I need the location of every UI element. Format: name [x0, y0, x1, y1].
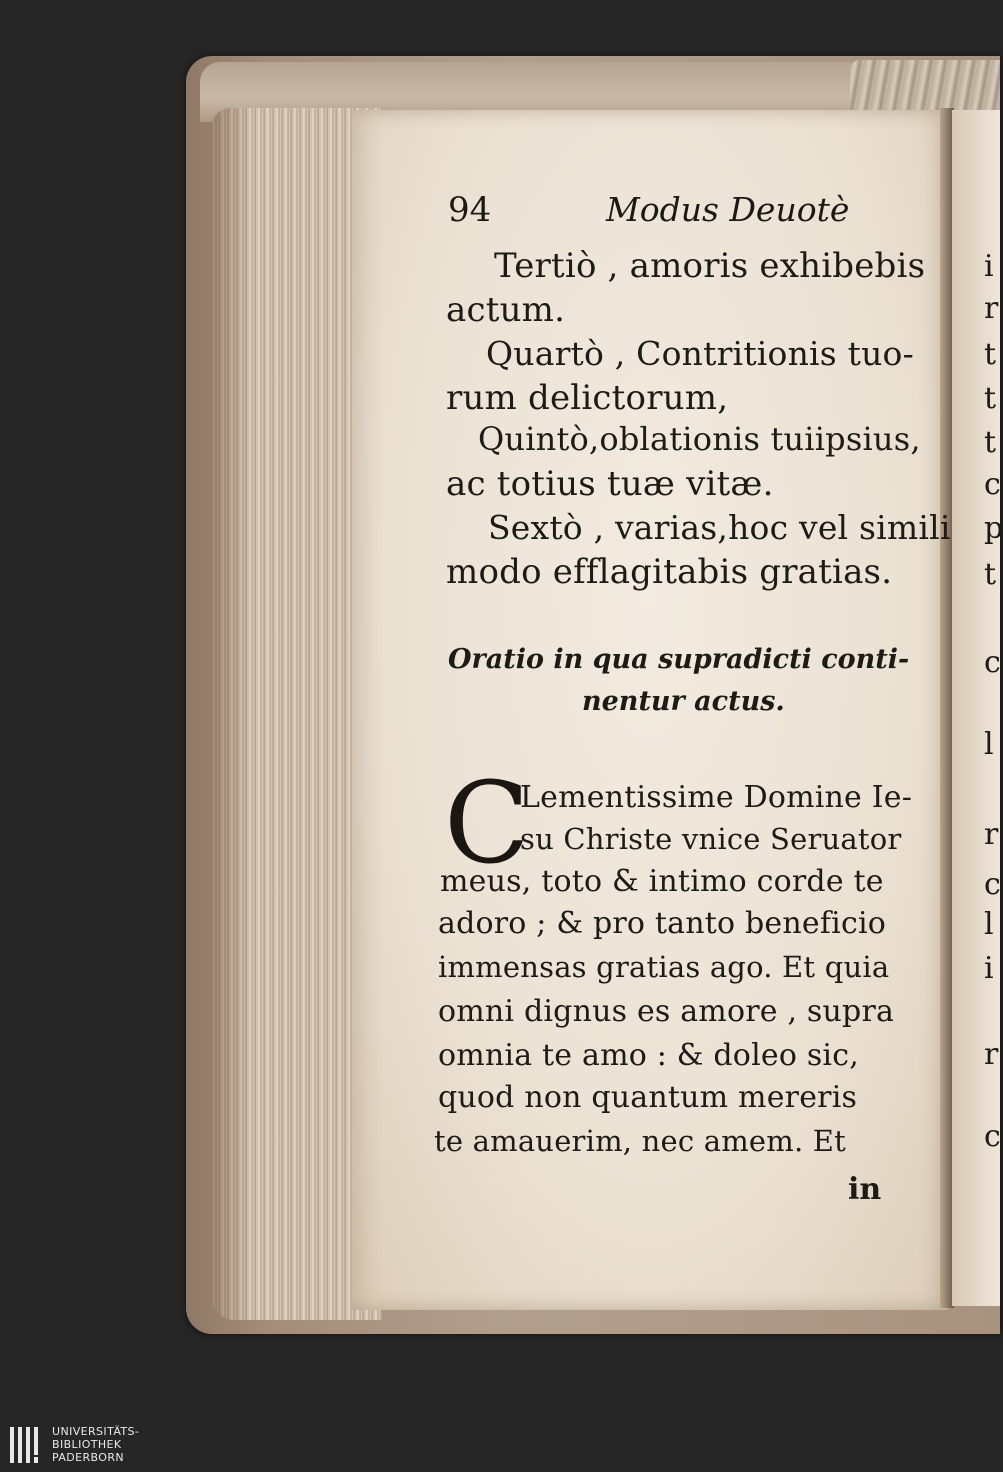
logo-text-line: UNIVERSITÄTS-: [52, 1425, 140, 1438]
facing-page-letter: t: [984, 557, 997, 592]
drop-cap: C: [444, 759, 530, 889]
running-head: [448, 190, 850, 234]
facing-page-letter: c: [984, 467, 1001, 502]
text-line: omni dignus es amore , supra: [438, 994, 895, 1029]
text-line: te amauerim, nec amem. Et: [434, 1124, 847, 1158]
library-logo-icon: [8, 1425, 44, 1465]
text-line: Tertiò , amoris exhibebis: [494, 246, 926, 286]
text-line: modo efflagitabis gratias.: [446, 552, 893, 592]
text-line: Quartò , Contritionis tuo-: [486, 334, 914, 373]
logo-text-line: PADERBORN: [52, 1451, 125, 1464]
facing-page-letter: i: [984, 249, 994, 284]
page-number: 94: [448, 190, 492, 230]
facing-page-letter: i: [984, 951, 994, 986]
text-line: Sextò , varias,hoc vel simili: [488, 508, 951, 547]
facing-page-letter: c: [984, 1119, 1001, 1154]
facing-page-letter: r: [984, 817, 999, 852]
facing-page-letter: c: [984, 867, 1001, 902]
facing-page-letter: l: [984, 727, 994, 762]
facing-page-letter: t: [984, 381, 997, 416]
text-line: adoro ; & pro tanto beneficio: [438, 906, 887, 941]
text-line: immensas gratias ago. Et quia: [438, 950, 890, 984]
text-line: rum delictorum,: [446, 378, 729, 418]
facing-page-letter: l: [984, 907, 994, 942]
facing-page-letter: t: [984, 425, 997, 460]
footer-bar: [0, 1422, 1000, 1472]
catchword: in: [848, 1172, 882, 1207]
logo-text-line: BIBLIOTHEK: [52, 1438, 122, 1451]
section-heading: nentur actus.: [582, 686, 785, 717]
facing-page-letter: c: [984, 645, 1001, 680]
page-edge-shade: [212, 108, 252, 1320]
text-line: Quintò,oblationis tuiipsius,: [478, 420, 921, 458]
text-line: meus, toto & intimo corde te: [440, 864, 884, 899]
text-line: Lementissime Domine Ie-: [520, 780, 913, 815]
facing-page-letter: t: [984, 337, 997, 372]
facing-page-letter: r: [984, 291, 999, 326]
facing-page-letter: r: [984, 1037, 999, 1072]
section-heading: Oratio in qua supradicti conti-: [448, 644, 910, 675]
text-line: quod non quantum mereris: [438, 1080, 858, 1115]
running-title: Modus Deuotè: [606, 190, 850, 229]
text-line: ac totius tuæ vitæ.: [446, 464, 774, 504]
text-line: actum.: [446, 290, 566, 330]
text-line: omnia te amo : & doleo sic,: [438, 1038, 859, 1073]
text-line: su Christe vnice Seruator: [520, 822, 902, 856]
facing-page-letter: p: [984, 511, 1003, 546]
